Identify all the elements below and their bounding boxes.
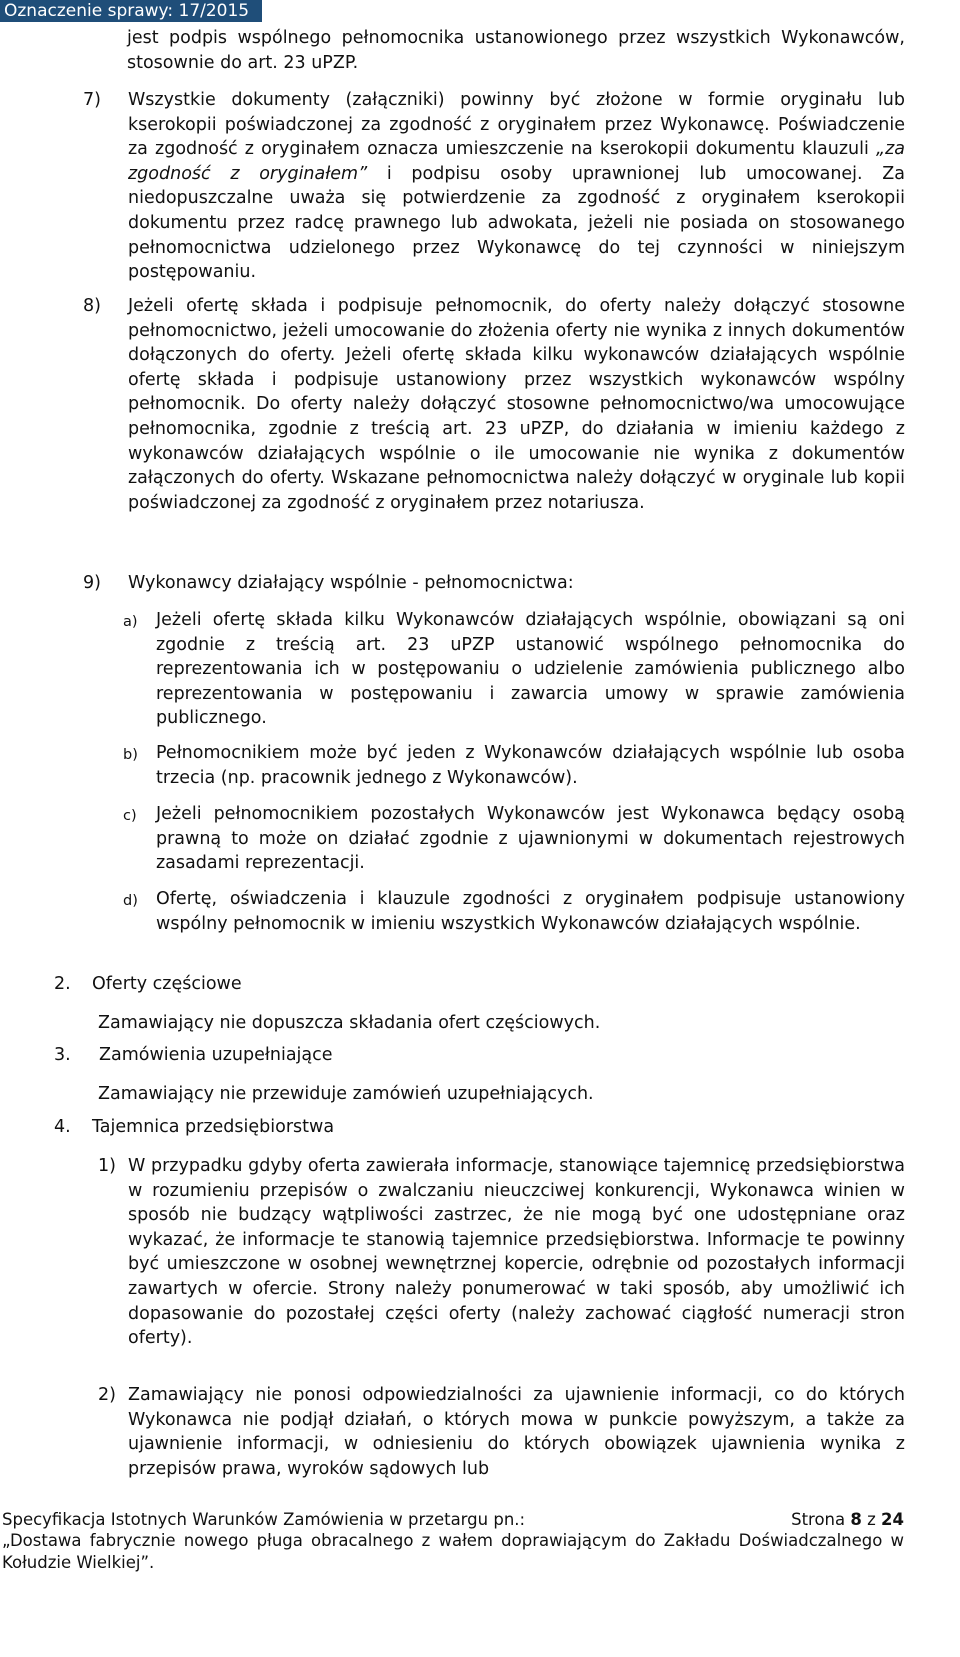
tender-name-line-1: „Dostawa fabrycznie nowego pługa obracalnego z wałem doprawiającym do Zakładu Doświadczalnego w: [2, 1531, 904, 1550]
section-2-heading: [54, 972, 904, 997]
list-item-text: Wszystkie dokumenty (załączniki) powinny być złożone w formie oryginału lub kserokopii poświadczonej za zgodność z oryginałem przez Wykonawcę. Poświadczenie za zgodność z oryginałem oznacza umieszczenie na kserokopii dokumentu klauzuli „za zgodność z oryginałem” i podpisu osoby uprawnionej lub umocowanej. Za niedopuszczalne uważa się potwierdzenie za zgodność z oryginałem kserokopii dokumentu przez radcę prawnego lub adwokata, jeżeli nie posiada on stosowanego pełnomocnictwa udzielonego przez Wykonawcę do tej czynności w niniejszym postępowaniu.: [128, 90, 905, 283]
sub-item-text: Jeżeli ofertę składa kilku Wykonawców działających wspólnie, obowiązani są oni zgodnie z treścią art. 23 uPZP ustanowić wspólnego pełnomocnika do reprezentowania ich w postępowaniu o udzielenie zamówienia publicznego albo reprezentowania w postępowaniu i zawarcia umowy w sprawie zamówienia publicznego.: [156, 610, 905, 729]
list-marker: 2): [98, 1385, 116, 1405]
section-number: 2.: [54, 974, 71, 994]
case-number-label: Oznaczenie sprawy: 17/2015: [4, 1, 250, 21]
continuation-paragraph: [127, 26, 905, 75]
sub-item-c: [123, 802, 905, 876]
list-item-text: Zamawiający nie ponosi odpowiedzialności za ujawnienie informacji, co do których Wykonawca nie podjął działań, o których mowa w punkcie powyższym, a także za ujawnienie informacji, w odniesieniu do których obowiązek ujawnienia wynika z przepisów prawa, wyroków sądowych lub: [128, 1385, 905, 1479]
sub-item-text: Ofertę, oświadczenia i klauzule zgodności z oryginałem podpisuje ustanowiony wspólny pełnomocnik w imieniu wszystkich Wykonawców działających wspólnie.: [156, 889, 905, 934]
section-title: Tajemnica przedsiębiorstwa: [92, 1117, 335, 1137]
current-page: 8: [850, 1510, 862, 1529]
list-item-7: [83, 88, 905, 285]
tender-name-line-2: Kołudzie Wielkiej”.: [2, 1553, 155, 1572]
list-item-text: W przypadku gdyby oferta zawierała informacje, stanowiące tajemnicę przedsiębiorstwa w rozumieniu przepisów o zwalczaniu nieuczciwej konkurencji, Wykonawca winien w sposób nie budzący wątpliwości zastrzec, że nie mogą być one udostępniane oraz wykazać, że informacje te stanowią tajemnice przedsiębiorstwa. Informacje te powinny być umieszczone w osobnej wewnętrznej kopercie, odrębnie od pozostałych informacji zawartych w ofercie. Strony należy ponumerować w taki sposób, aby umożliwić ich dopasowanie do pozostałej części oferty (należy zachować ciągłość numeracji stron oferty).: [128, 1156, 905, 1349]
section-title: Zamówienia uzupełniające: [99, 1045, 333, 1065]
section-body: Zamawiający nie dopuszcza składania ofert częściowych.: [98, 1013, 601, 1033]
list-item-text: Jeżeli ofertę składa i podpisuje pełnomocnik, do oferty należy dołączyć stosowne pełnomocnictwo, jeżeli umocowanie do złożenia oferty nie wynika z innych dokumentów dołączonych do oferty. Jeżeli ofertę składa kilku wykonawców działających wspólnie ofertę składa i podpisuje ustanowiony przez wszystkich wykonawców wspólny pełnomocnik. Do oferty należy dołączyć stosowne pełnomocnictwo/wa umocowujące pełnomocnika, zgodnie z treścią art. 23 uPZP, do działania w imieniu każdego z wykonawców działających wspólnie o ile umocowanie nie wynika z dokumentów załączonych do oferty. Wskazane pełnomocnictwa należy dołączyć w oryginale lub kopii poświadczonej za zgodność z oryginałem przez notariusza.: [128, 296, 905, 513]
list-item-text: Wykonawcy działający wspólnie - pełnomocnictwa:: [128, 573, 574, 593]
list-marker: 8): [83, 296, 101, 316]
sub-marker: b): [123, 747, 138, 763]
sub-marker: a): [123, 614, 138, 630]
spec-title: Specyfikacja Istotnych Warunków Zamówienia w przetargu pn.:: [2, 1510, 526, 1529]
list-marker: 1): [98, 1156, 116, 1176]
sub-marker: d): [123, 893, 138, 909]
sub-marker: c): [123, 808, 137, 824]
sub-item-b: [123, 741, 905, 790]
sub-item-a: [123, 608, 905, 731]
list-item-8: [83, 294, 905, 515]
section-2-body: [98, 1011, 904, 1036]
continuation-text: jest podpis wspólnego pełnomocnika ustanowionego przez wszystkich Wykonawców, stosownie do art. 23 uPZP.: [127, 28, 905, 73]
section-title: Oferty częściowe: [92, 974, 242, 994]
case-number-header: [0, 0, 262, 22]
total-pages: 24: [881, 1510, 904, 1529]
sub-item-text: Pełnomocnikiem może być jeden z Wykonawców działających wspólnie lub osoba trzecia (np. pracownik jednego z Wykonawców).: [156, 743, 905, 788]
section-4-item-1: [98, 1154, 905, 1351]
clause-quote: „za zgodność z oryginałem”: [128, 139, 905, 184]
section-body: Zamawiający nie przewiduje zamówień uzupełniających.: [98, 1084, 594, 1104]
list-marker: 9): [83, 573, 101, 593]
section-3-body: [98, 1082, 904, 1107]
list-marker: 7): [83, 90, 101, 110]
list-item-9: [83, 571, 905, 596]
page-number: Strona 8 z 24: [791, 1510, 904, 1529]
sub-item-d: [123, 887, 905, 936]
section-number: 3.: [54, 1045, 71, 1065]
section-number: 4.: [54, 1117, 71, 1137]
sub-item-text: Jeżeli pełnomocnikiem pozostałych Wykonawców jest Wykonawca będący osobą prawną to może on działać zgodnie z ujawnionymi w dokumentach rejestrowych zasadami reprezentacji.: [156, 804, 905, 874]
section-4-item-2: [98, 1383, 905, 1481]
section-4-heading: [54, 1115, 904, 1140]
section-3-heading: [54, 1043, 904, 1068]
